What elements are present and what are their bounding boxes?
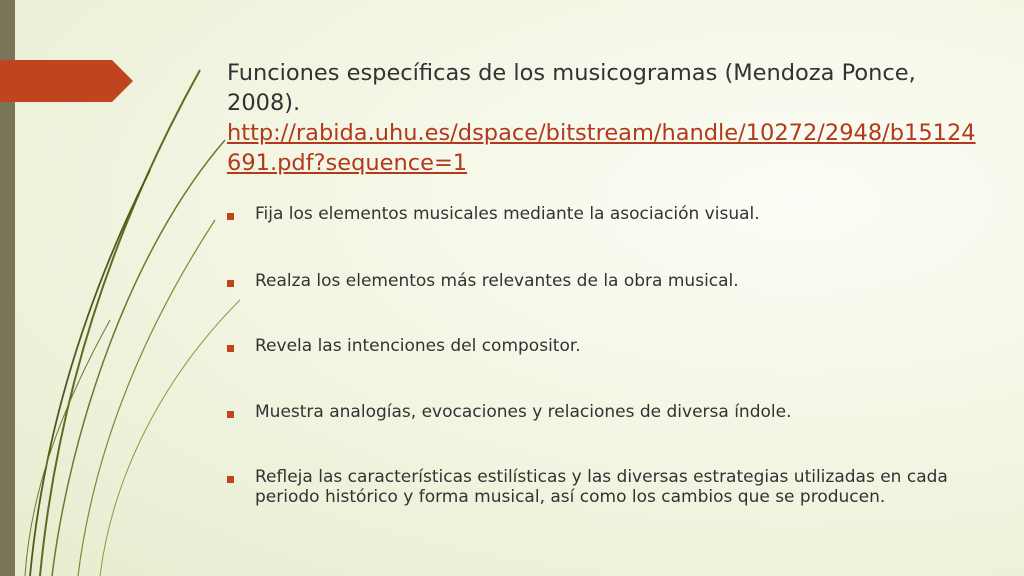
slide-title bbox=[227, 58, 987, 178]
list-item bbox=[227, 403, 957, 423]
list-item bbox=[227, 205, 957, 225]
bullet-text: Revela las intenciones del compositor. bbox=[255, 336, 581, 356]
bullet-text: Realza los elementos más relevantes de la obra musical. bbox=[255, 271, 739, 291]
decor-curve-6 bbox=[25, 320, 110, 576]
square-bullet-icon bbox=[227, 280, 234, 287]
list-item bbox=[227, 272, 957, 292]
bullet-text: Fija los elementos musicales mediante la asociación visual. bbox=[255, 204, 760, 224]
source-link[interactable]: http://rabida.uhu.es/dspace/bitstream/handle/10272/2948/b15124691.pdf?sequence=1 bbox=[227, 120, 976, 176]
square-bullet-icon bbox=[227, 213, 234, 220]
title-arrow-shape bbox=[0, 60, 135, 106]
square-bullet-icon bbox=[227, 411, 234, 418]
list-item bbox=[227, 468, 957, 507]
decor-curve-2 bbox=[52, 140, 225, 576]
square-bullet-icon bbox=[227, 345, 234, 352]
decor-curve-5 bbox=[100, 300, 240, 576]
square-bullet-icon bbox=[227, 476, 234, 483]
decor-curve-3 bbox=[78, 220, 215, 576]
bullet-text: Muestra analogías, evocaciones y relaciones de diversa índole. bbox=[255, 402, 792, 422]
title-text: Funciones específicas de los musicogramas (Mendoza Ponce, 2008). bbox=[227, 60, 916, 116]
bullet-text: Refleja las características estilísticas y las diversas estrategias utilizadas en cada periodo histórico y forma musical, así como los cambios que se producen. bbox=[255, 467, 948, 507]
list-item bbox=[227, 337, 957, 357]
